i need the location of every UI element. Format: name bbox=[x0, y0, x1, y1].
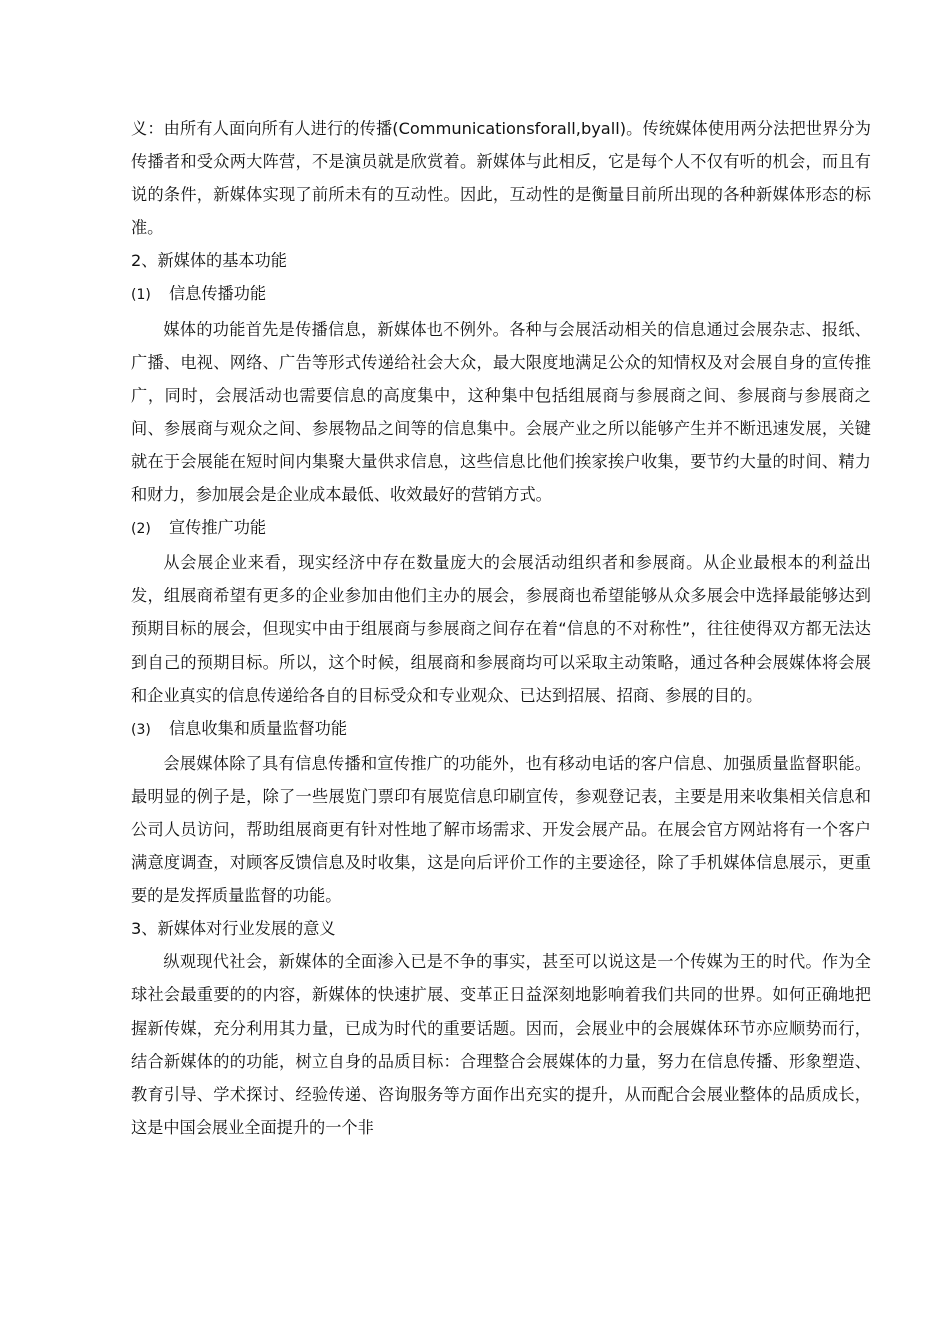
section-heading-basic-functions: 2、新媒体的基本功能 bbox=[131, 251, 287, 271]
subsection-title: 宣传推广功能 bbox=[169, 518, 267, 538]
section-heading-industry-significance: 3、新媒体对行业发展的意义 bbox=[131, 919, 336, 939]
paragraph-definition-continued: 义：由所有人面向所有人进行的传播(Communicationsforall,byall)。传统媒体使用两分法把世界分为传播者和受众两大阵营，不是演员就是欣赏着。新媒体与此相反，它是每个人不仅有听的机会，而且有说的条件，新媒体实现了前所未有的互动性。因此，互动性的是衡量目前所出现的各种新媒体形态的标准。 bbox=[131, 119, 871, 238]
subsection-title: 信息传播功能 bbox=[169, 284, 267, 304]
subsection-number: (1) bbox=[131, 287, 151, 304]
subsection-heading-promotion bbox=[131, 511, 871, 546]
document-body bbox=[131, 112, 871, 1144]
subsection-title: 信息收集和质量监督功能 bbox=[169, 718, 348, 738]
paragraph-promotion: 从会展企业来看，现实经济中存在数量庞大的会展活动组织者和参展商。从企业最根本的利益出发，组展商希望有更多的企业参加由他们主办的展会，参展商也希望能够从众多展会中选择最能够达到预期目标的展会，但现实中由于组展商与参展商之间存在着“信息的不对称性”，往往使得双方都无法达到自己的预期目标。所以，这个时候，组展商和参展商均可以采取主动策略，通过各种会展媒体将会展和企业真实的信息传递给各自的目标受众和专业观众、已达到招展、招商、参展的目的。 bbox=[131, 553, 871, 705]
subsection-number: (3) bbox=[131, 721, 151, 738]
subsection-heading-collection-supervision bbox=[131, 712, 871, 747]
subsection-number: (2) bbox=[131, 521, 151, 538]
paragraph-industry-significance: 纵观现代社会，新媒体的全面渗入已是不争的事实，甚至可以说这是一个传媒为王的时代。作为全球社会最重要的的内容，新媒体的快速扩展、变革正日益深刻地影响着我们共同的世界。如何正确地把握新传媒，充分利用其力量，已成为时代的重要话题。因而，会展业中的会展媒体环节亦应顺势而行，结合新媒体的的功能，树立自身的品质目标：合理整合会展媒体的力量，努力在信息传播、形象塑造、教育引导、学术探讨、经验传递、咨询服务等方面作出充实的提升，从而配合会展业整体的品质成长，这是中国会展业全面提升的一个非 bbox=[131, 952, 871, 1137]
paragraph-collection-supervision: 会展媒体除了具有信息传播和宣传推广的功能外，也有移动电话的客户信息、加强质量监督职能。最明显的例子是，除了一些展览门票印有展览信息印刷宣传，参观登记表，主要是用来收集相关信息和公司人员访问，帮助组展商更有针对性地了解市场需求、开发会展产品。在展会官方网站将有一个客户满意度调查，对顾客反馈信息及时收集，这是向后评价工作的主要途径，除了手机媒体信息展示，更重要的是发挥质量监督的功能。 bbox=[131, 753, 871, 906]
paragraph-information-dissemination: 媒体的功能首先是传播信息，新媒体也不例外。各种与会展活动相关的信息通过会展杂志、报纸、广播、电视、网络、广告等形式传递给社会大众，最大限度地满足公众的知情权及对会展自身的宣传推广，同时，会展活动也需要信息的高度集中，这种集中包括组展商与参展商之间、参展商与参展商之间、参展商与观众之间、参展物品之间等的信息集中。会展产业之所以能够产生并不断迅速发展，关键就在于会展能在短时间内集聚大量供求信息，这些信息比他们挨家挨户收集，要节约大量的时间、精力和财力，参加展会是企业成本最低、收效最好的营销方式。 bbox=[131, 319, 871, 505]
subsection-heading-information-dissemination bbox=[131, 277, 871, 312]
